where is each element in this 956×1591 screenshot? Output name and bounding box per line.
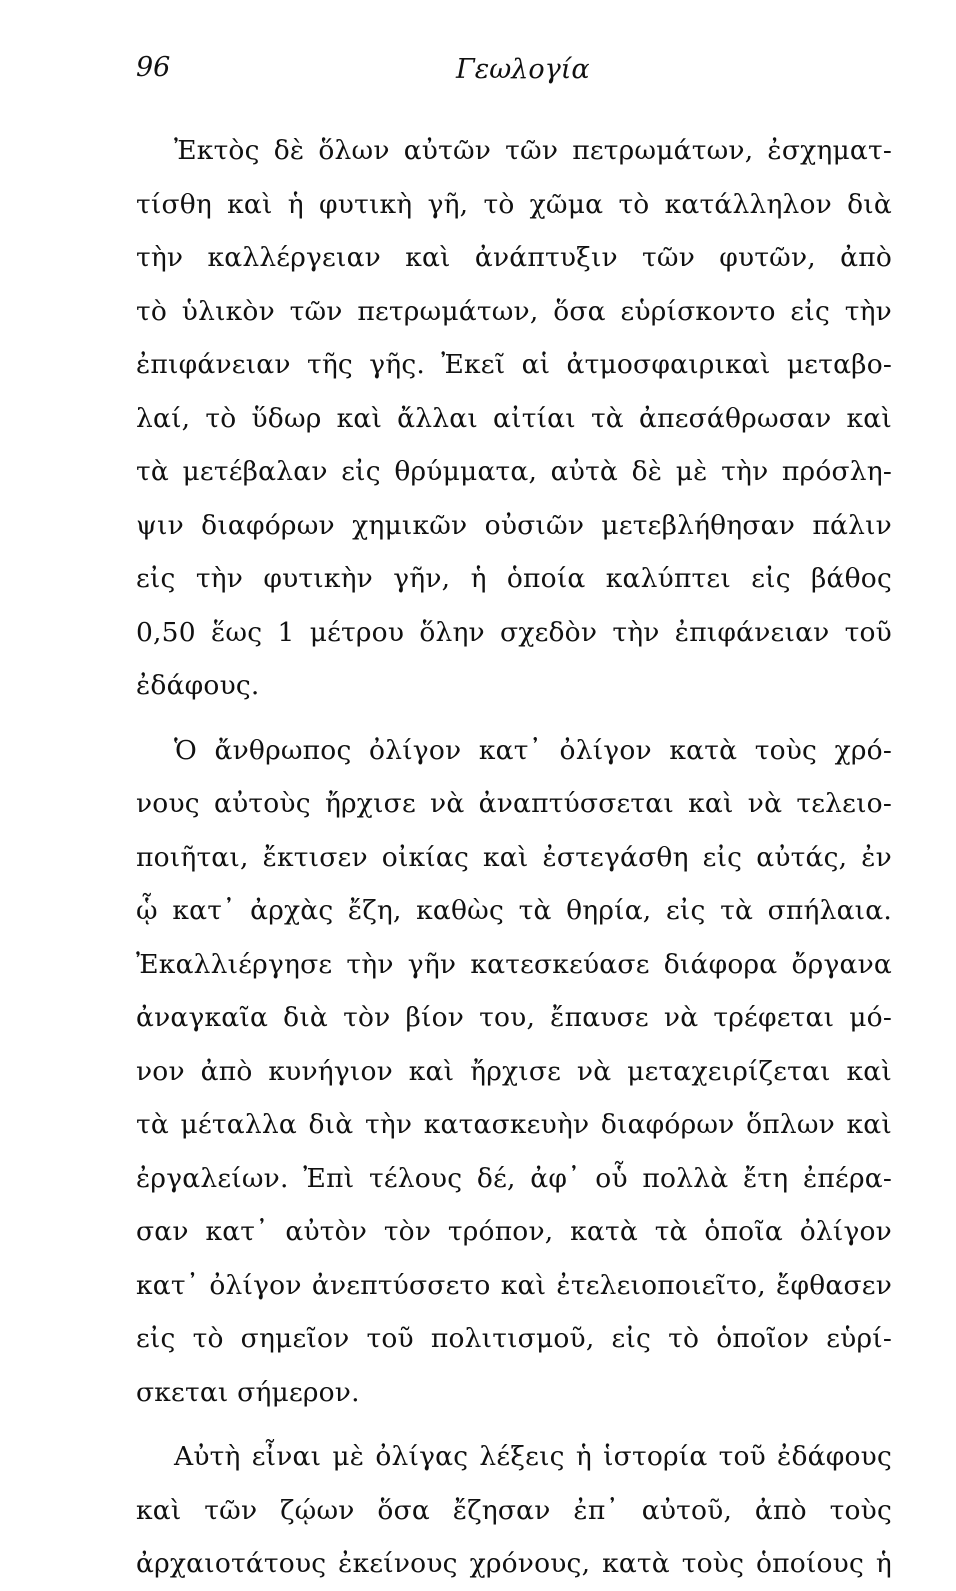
text-line: τὰ μετέβαλαν εἰς θρύμματα, αὐτὰ δὲ μὲ τὴν πρόσλη- [136, 456, 892, 487]
text-line: τίσθη καὶ ἡ φυτικὴ γῆ, τὸ χῶμα τὸ κατάλληλον διὰ [136, 188, 892, 220]
text-line: 0,50 ἕως 1 μέτρου ὅλην σχεδὸν τὴν ἐπιφάνειαν τοῦ [136, 616, 892, 648]
page-header [136, 44, 880, 94]
text-line: λαί, τὸ ὕδωρ καὶ ἄλλαι αἰτίαι τὰ ἀπεσάθρωσαν καὶ [136, 402, 892, 434]
text-line: νον ἀπὸ κυνήγιον καὶ ἤρχισε νὰ μεταχειρίζεται καὶ [136, 1055, 892, 1087]
text-line: τὴν καλλέργειαν καὶ ἀνάπτυξιν τῶν φυτῶν, ἀπὸ [136, 242, 892, 273]
text-line: ποιῆται, ἔκτισεν οἰκίας καὶ ἐστεγάσθη εἰς αὐτάς, ἐν [136, 841, 892, 873]
paragraph-1 [136, 124, 892, 713]
running-title: Γεωλογία [456, 54, 590, 85]
text-line: τὰ μέταλλα διὰ τὴν κατασκευὴν διαφόρων ὅπλων καὶ [136, 1109, 892, 1140]
paragraph-3 [136, 1430, 892, 1591]
text-line: Ἐκτὸς δὲ ὅλων αὐτῶν τῶν πετρωμάτων, ἐσχηματ- [174, 135, 892, 166]
text-line: Ἐκαλλιέργησε τὴν γῆν κατεσκεύασε διάφορα ὄργανα [136, 948, 892, 980]
text-line: τὸ ὑλικὸν τῶν πετρωμάτων, ὅσα εὑρίσκοντο εἰς τὴν [136, 295, 892, 327]
text-line: καὶ τῶν ζῴων ὅσα ἔζησαν ἐπ᾽ αὐτοῦ, ἀπὸ τοὺς [136, 1494, 892, 1526]
text-line: Ὁ ἄνθρωπος ὀλίγον κατ᾽ ὀλίγον κατὰ τοὺς χρό- [174, 734, 892, 766]
text-line: ἀρχαιοτάτους ἐκείνους χρόνους, κατὰ τοὺς ὁποίους ἡ [136, 1548, 892, 1579]
text-line: σκεται σήμερον. [136, 1376, 360, 1408]
text-line: σαν κατ᾽ αὐτὸν τὸν τρόπον, κατὰ τὰ ὁποῖα ὀλίγον [136, 1216, 892, 1247]
paragraph-gap [136, 1419, 892, 1430]
text-line: Αὐτὴ εἶναι μὲ ὀλίγας λέξεις ἡ ἱστορία τοῦ ἐδάφους [174, 1441, 892, 1472]
text-line: ἐδάφους. [136, 670, 260, 701]
page-number: 96 [136, 52, 171, 83]
text-line: ἐργαλείων. Ἐπὶ τέλους δέ, ἀφ᾽ οὗ πολλὰ ἔτη ἐπέρα- [136, 1162, 892, 1194]
text-line: ἐπιφάνειαν τῆς γῆς. Ἐκεῖ αἱ ἀτμοσφαιρικαὶ μεταβο- [136, 349, 892, 380]
text-line: κατ᾽ ὀλίγον ἀνεπτύσσετο καὶ ἐτελειοποιεῖτο, ἔφθασεν [136, 1269, 892, 1301]
text-line: εἰς τὴν φυτικὴν γῆν, ἡ ὁποία καλύπτει εἰς βάθος [136, 563, 892, 594]
text-line: εἰς τὸ σημεῖον τοῦ πολιτισμοῦ, εἰς τὸ ὁποῖον εὑρί- [136, 1323, 892, 1354]
text-line: νους αὐτοὺς ἤρχισε νὰ ἀναπτύσσεται καὶ νὰ τελειο- [136, 788, 892, 819]
text-line: ψιν διαφόρων χημικῶν οὐσιῶν μετεβλήθησαν πάλιν [136, 509, 892, 541]
paragraph-gap [136, 713, 892, 724]
body-text [136, 124, 892, 1591]
text-line: ἀναγκαῖα διὰ τὸν βίον του, ἔπαυσε νὰ τρέφεται μό- [136, 1002, 892, 1033]
paragraph-2 [136, 724, 892, 1420]
text-line: ᾧ κατ᾽ ἀρχὰς ἔζη, καθὼς τὰ θηρία, εἰς τὰ σπήλαια. [136, 895, 892, 926]
